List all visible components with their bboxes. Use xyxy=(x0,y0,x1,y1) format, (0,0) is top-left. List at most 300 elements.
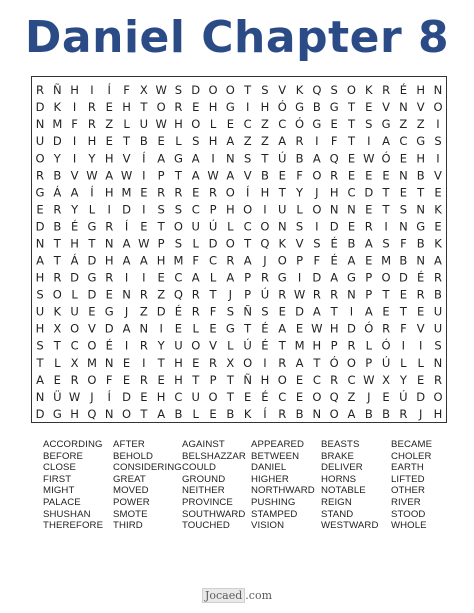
grid-letter[interactable]: D xyxy=(364,185,374,200)
grid-letter[interactable]: J xyxy=(315,185,319,200)
grid-letter[interactable]: E xyxy=(278,304,286,319)
grid-letter[interactable]: T xyxy=(140,406,148,421)
grid-letter[interactable]: T xyxy=(192,372,200,387)
grid-letter[interactable]: D xyxy=(191,83,201,98)
grid-letter[interactable]: N xyxy=(35,389,45,404)
grid-letter[interactable]: L xyxy=(400,355,407,370)
grid-letter[interactable]: A xyxy=(330,270,339,285)
grid-letter[interactable]: O xyxy=(277,253,287,268)
grid-letter[interactable]: O xyxy=(225,236,235,251)
grid-letter[interactable]: N xyxy=(35,117,45,132)
grid-letter[interactable]: H xyxy=(260,100,270,115)
grid-letter[interactable]: O xyxy=(225,185,235,200)
grid-letter[interactable]: B xyxy=(53,168,62,183)
grid-letter[interactable]: A xyxy=(278,134,287,149)
grid-letter[interactable]: C xyxy=(174,389,183,404)
grid-letter[interactable]: F xyxy=(123,83,130,98)
grid-letter[interactable]: Í xyxy=(90,185,94,200)
grid-letter[interactable]: O xyxy=(208,389,218,404)
grid-letter[interactable]: C xyxy=(312,372,321,387)
grid-letter[interactable]: T xyxy=(261,151,269,166)
grid-letter[interactable]: J xyxy=(124,304,129,319)
grid-letter[interactable]: A xyxy=(278,321,287,336)
grid-letter[interactable]: A xyxy=(226,270,235,285)
grid-letter[interactable]: D xyxy=(87,253,97,268)
grid-letter[interactable]: J xyxy=(228,287,233,302)
grid-letter[interactable]: H xyxy=(208,134,218,149)
grid-letter[interactable]: S xyxy=(192,134,200,149)
grid-letter[interactable]: F xyxy=(192,253,200,268)
grid-letter[interactable]: V xyxy=(243,168,252,183)
grid-letter[interactable]: G xyxy=(104,304,114,319)
grid-letter[interactable]: O xyxy=(381,270,391,285)
grid-letter[interactable]: T xyxy=(347,117,355,132)
grid-letter[interactable]: E xyxy=(140,389,148,404)
grid-letter[interactable]: E xyxy=(399,151,408,166)
grid-letter[interactable]: L xyxy=(192,321,199,336)
grid-letter[interactable]: W xyxy=(363,151,375,166)
grid-letter[interactable]: T xyxy=(174,168,182,183)
grid-letter[interactable]: A xyxy=(191,151,200,166)
grid-letter[interactable]: B xyxy=(382,406,391,421)
grid-letter[interactable]: F xyxy=(105,372,113,387)
grid-letter[interactable]: Ó xyxy=(329,355,339,370)
grid-letter[interactable]: Ó xyxy=(364,321,374,336)
grid-letter[interactable]: Ó xyxy=(295,117,305,132)
grid-letter[interactable]: T xyxy=(382,185,390,200)
grid-letter[interactable]: R xyxy=(70,372,79,387)
grid-letter[interactable]: T xyxy=(417,185,425,200)
grid-letter[interactable]: G xyxy=(312,117,322,132)
grid-letter[interactable]: R xyxy=(416,287,425,302)
grid-letter[interactable]: U xyxy=(174,338,183,353)
grid-letter[interactable]: I xyxy=(436,117,440,132)
grid-letter[interactable]: R xyxy=(295,134,304,149)
grid-letter[interactable]: E xyxy=(105,134,113,149)
grid-letter[interactable]: L xyxy=(417,355,424,370)
grid-letter[interactable]: I xyxy=(159,321,163,336)
grid-letter[interactable]: H xyxy=(174,117,183,132)
grid-letter[interactable]: O xyxy=(243,202,253,217)
grid-letter[interactable]: Y xyxy=(71,202,79,217)
grid-letter[interactable]: A xyxy=(122,253,131,268)
grid-letter[interactable]: L xyxy=(71,287,78,302)
grid-letter[interactable]: L xyxy=(192,406,199,421)
grid-letter[interactable]: C xyxy=(278,389,287,404)
grid-letter[interactable]: P xyxy=(330,338,338,353)
grid-letter[interactable]: W xyxy=(86,168,98,183)
grid-letter[interactable]: H xyxy=(156,253,166,268)
grid-letter[interactable]: E xyxy=(365,202,373,217)
grid-letter[interactable]: I xyxy=(263,355,267,370)
grid-letter[interactable]: X xyxy=(382,372,391,387)
grid-letter[interactable]: L xyxy=(227,338,234,353)
grid-letter[interactable]: B xyxy=(174,406,183,421)
grid-letter[interactable]: D xyxy=(295,304,304,319)
grid-letter[interactable]: L xyxy=(296,202,303,217)
grid-letter[interactable]: E xyxy=(382,304,390,319)
grid-letter[interactable]: Q xyxy=(329,151,339,166)
grid-letter[interactable]: H xyxy=(260,372,270,387)
grid-letter[interactable]: E xyxy=(226,117,234,132)
grid-letter[interactable]: G xyxy=(347,270,356,285)
grid-letter[interactable]: T xyxy=(382,202,390,217)
grid-letter[interactable]: H xyxy=(35,270,45,285)
grid-letter[interactable]: U xyxy=(433,321,443,336)
grid-letter[interactable]: S xyxy=(365,117,373,132)
grid-letter[interactable]: P xyxy=(157,168,165,183)
grid-letter[interactable]: V xyxy=(278,83,287,98)
grid-letter[interactable]: S xyxy=(174,83,183,98)
grid-letter[interactable]: P xyxy=(365,287,373,302)
grid-letter[interactable]: K xyxy=(434,236,442,251)
grid-letter[interactable]: G xyxy=(173,151,183,166)
grid-letter[interactable]: K xyxy=(295,83,304,98)
grid-letter[interactable]: A xyxy=(191,270,200,285)
grid-letter[interactable]: W xyxy=(155,117,167,132)
grid-letter[interactable]: O xyxy=(243,355,253,370)
grid-letter[interactable]: N xyxy=(416,202,425,217)
grid-letter[interactable]: U xyxy=(139,117,149,132)
grid-letter[interactable]: A xyxy=(312,151,321,166)
grid-letter[interactable]: F xyxy=(71,117,78,132)
grid-letter[interactable]: R xyxy=(312,287,321,302)
grid-letter[interactable]: W xyxy=(138,236,150,251)
grid-letter[interactable]: A xyxy=(364,236,373,251)
grid-letter[interactable]: Ú xyxy=(243,338,252,353)
grid-letter[interactable]: T xyxy=(278,185,286,200)
grid-letter[interactable]: Ó xyxy=(381,151,391,166)
grid-letter[interactable]: A xyxy=(226,134,235,149)
grid-letter[interactable]: R xyxy=(278,287,287,302)
grid-letter[interactable]: N xyxy=(347,202,356,217)
grid-letter[interactable]: K xyxy=(53,304,62,319)
grid-letter[interactable]: T xyxy=(53,236,61,251)
grid-letter[interactable]: Í xyxy=(263,406,267,421)
grid-letter[interactable]: I xyxy=(124,338,129,353)
grid-letter[interactable]: E xyxy=(399,287,408,302)
grid-letter[interactable]: O xyxy=(156,100,166,115)
grid-letter[interactable]: G xyxy=(277,270,287,285)
grid-letter[interactable]: L xyxy=(192,236,199,251)
grid-letter[interactable]: E xyxy=(347,151,356,166)
grid-letter[interactable]: E xyxy=(192,100,200,115)
grid-letter[interactable]: I xyxy=(418,338,423,353)
grid-letter[interactable]: Í xyxy=(245,185,250,200)
grid-letter[interactable]: A xyxy=(70,185,79,200)
grid-letter[interactable]: I xyxy=(90,83,94,98)
grid-letter[interactable]: E xyxy=(295,389,304,404)
grid-letter[interactable]: G xyxy=(87,219,97,234)
grid-letter[interactable]: O xyxy=(329,406,339,421)
grid-letter[interactable]: Ñ xyxy=(53,83,62,98)
grid-letter[interactable]: T xyxy=(330,304,338,319)
grid-letter[interactable]: V xyxy=(70,168,79,183)
grid-letter[interactable]: U xyxy=(433,304,443,319)
grid-letter[interactable]: H xyxy=(70,83,79,98)
grid-letter[interactable]: T xyxy=(53,253,61,268)
grid-letter[interactable]: N xyxy=(433,355,443,370)
grid-letter[interactable]: C xyxy=(243,219,252,234)
grid-letter[interactable]: R xyxy=(36,168,45,183)
grid-letter[interactable]: T xyxy=(399,304,407,319)
grid-letter[interactable]: W xyxy=(120,168,133,183)
grid-letter[interactable]: T xyxy=(157,355,165,370)
grid-letter[interactable]: R xyxy=(139,372,148,387)
grid-letter[interactable]: P xyxy=(365,270,373,285)
grid-letter[interactable]: L xyxy=(123,117,130,132)
grid-letter[interactable]: E xyxy=(399,185,408,200)
grid-letter[interactable]: Q xyxy=(260,236,270,251)
grid-letter[interactable]: C xyxy=(347,185,356,200)
grid-letter[interactable]: V xyxy=(122,151,131,166)
grid-letter[interactable]: H xyxy=(70,406,79,421)
grid-letter[interactable]: T xyxy=(209,287,217,302)
grid-letter[interactable]: M xyxy=(381,253,392,268)
grid-letter[interactable]: A xyxy=(243,253,252,268)
grid-letter[interactable]: H xyxy=(156,389,166,404)
grid-letter[interactable]: C xyxy=(347,372,356,387)
grid-letter[interactable]: Ú xyxy=(278,151,287,166)
grid-letter[interactable]: Z xyxy=(139,304,148,319)
grid-letter[interactable]: V xyxy=(209,338,217,353)
grid-letter[interactable]: N xyxy=(399,219,408,234)
grid-letter[interactable]: Z xyxy=(347,389,356,404)
grid-letter[interactable]: R xyxy=(139,287,148,302)
grid-letter[interactable]: M xyxy=(121,185,132,200)
grid-letter[interactable]: P xyxy=(296,253,304,268)
grid-letter[interactable]: I xyxy=(142,202,146,217)
grid-letter[interactable]: G xyxy=(416,219,426,234)
grid-letter[interactable]: U xyxy=(35,304,45,319)
grid-letter[interactable]: O xyxy=(191,338,201,353)
grid-letter[interactable]: H xyxy=(312,338,322,353)
grid-letter[interactable]: D xyxy=(87,287,97,302)
grid-letter[interactable]: Ú xyxy=(399,389,408,404)
grid-letter[interactable]: É xyxy=(261,389,269,404)
grid-letter[interactable]: R xyxy=(36,83,45,98)
grid-letter[interactable]: H xyxy=(104,151,114,166)
grid-letter[interactable]: S xyxy=(226,304,235,319)
grid-letter[interactable]: É xyxy=(261,338,269,353)
grid-letter[interactable]: I xyxy=(72,100,77,115)
grid-letter[interactable]: U xyxy=(191,389,200,404)
grid-letter[interactable]: X xyxy=(226,355,235,370)
grid-letter[interactable]: Í xyxy=(142,151,146,166)
grid-letter[interactable]: P xyxy=(209,372,217,387)
grid-letter[interactable]: R xyxy=(139,338,148,353)
grid-letter[interactable]: J xyxy=(263,253,267,268)
grid-letter[interactable]: R xyxy=(174,100,183,115)
grid-letter[interactable]: J xyxy=(90,389,94,404)
grid-letter[interactable]: R xyxy=(433,372,442,387)
grid-letter[interactable]: I xyxy=(107,202,111,217)
grid-letter[interactable]: S xyxy=(174,202,183,217)
grid-letter[interactable]: U xyxy=(191,219,200,234)
grid-letter[interactable]: E xyxy=(157,134,165,149)
grid-letter[interactable]: W xyxy=(68,389,81,404)
grid-letter[interactable]: H xyxy=(87,134,97,149)
grid-letter[interactable]: A xyxy=(364,304,373,319)
grid-letter[interactable]: R xyxy=(330,372,339,387)
grid-letter[interactable]: Z xyxy=(399,117,408,132)
grid-letter[interactable]: Q xyxy=(312,83,322,98)
grid-letter[interactable]: A xyxy=(157,151,166,166)
grid-letter[interactable]: B xyxy=(364,406,373,421)
grid-letter[interactable]: S xyxy=(157,202,165,217)
grid-letter[interactable]: Z xyxy=(416,117,425,132)
grid-letter[interactable]: E xyxy=(157,372,165,387)
grid-letter[interactable]: E xyxy=(330,117,338,132)
grid-letter[interactable]: O xyxy=(173,219,183,234)
grid-letter[interactable]: H xyxy=(416,151,426,166)
grid-letter[interactable]: D xyxy=(156,304,166,319)
grid-letter[interactable]: D xyxy=(416,389,426,404)
grid-letter[interactable]: O xyxy=(52,287,62,302)
grid-letter[interactable]: E xyxy=(295,372,304,387)
grid-letter[interactable]: I xyxy=(436,151,440,166)
grid-letter[interactable]: B xyxy=(434,287,442,302)
grid-letter[interactable]: O xyxy=(208,83,218,98)
grid-letter[interactable]: E xyxy=(105,100,113,115)
grid-letter[interactable]: G xyxy=(381,117,391,132)
grid-letter[interactable]: E xyxy=(417,304,425,319)
grid-letter[interactable]: I xyxy=(72,151,77,166)
grid-letter[interactable]: E xyxy=(365,253,373,268)
grid-letter[interactable]: Á xyxy=(70,253,79,268)
grid-letter[interactable]: E xyxy=(192,185,200,200)
grid-letter[interactable]: R xyxy=(433,270,442,285)
grid-letter[interactable]: D xyxy=(208,236,218,251)
grid-letter[interactable]: F xyxy=(296,168,303,183)
grid-letter[interactable]: R xyxy=(53,202,62,217)
grid-letter[interactable]: G xyxy=(225,321,235,336)
grid-letter[interactable]: É xyxy=(417,270,425,285)
grid-letter[interactable]: C xyxy=(191,202,200,217)
grid-letter[interactable]: J xyxy=(418,406,423,421)
grid-letter[interactable]: V xyxy=(87,321,96,336)
grid-letter[interactable]: R xyxy=(87,100,96,115)
grid-letter[interactable]: T xyxy=(36,355,44,370)
grid-letter[interactable]: O xyxy=(433,100,443,115)
grid-letter[interactable]: R xyxy=(105,270,114,285)
grid-letter[interactable]: W xyxy=(207,168,219,183)
grid-letter[interactable]: G xyxy=(416,134,426,149)
grid-letter[interactable]: Q xyxy=(87,406,97,421)
grid-letter[interactable]: E xyxy=(365,168,373,183)
grid-letter[interactable]: R xyxy=(260,270,269,285)
grid-letter[interactable]: R xyxy=(330,168,339,183)
grid-letter[interactable]: A xyxy=(157,406,166,421)
grid-letter[interactable]: M xyxy=(86,355,97,370)
grid-letter[interactable]: I xyxy=(245,100,250,115)
grid-letter[interactable]: S xyxy=(434,134,442,149)
grid-letter[interactable]: Z xyxy=(243,134,252,149)
grid-letter[interactable]: I xyxy=(142,270,146,285)
grid-letter[interactable]: D xyxy=(329,219,339,234)
grid-letter[interactable]: E xyxy=(36,202,44,217)
grid-letter[interactable]: B xyxy=(139,134,148,149)
grid-letter[interactable]: A xyxy=(295,355,304,370)
grid-letter[interactable]: C xyxy=(209,253,218,268)
grid-letter[interactable]: A xyxy=(312,304,321,319)
grid-letter[interactable]: E xyxy=(244,389,252,404)
grid-letter[interactable]: Z xyxy=(261,117,269,132)
grid-letter[interactable]: K xyxy=(278,236,287,251)
grid-letter[interactable]: E xyxy=(434,219,442,234)
grid-letter[interactable]: R xyxy=(364,219,373,234)
grid-letter[interactable]: T xyxy=(244,83,252,98)
grid-letter[interactable]: R xyxy=(87,117,96,132)
grid-letter[interactable]: A xyxy=(434,253,442,268)
grid-letter[interactable]: T xyxy=(347,100,355,115)
grid-letter[interactable]: S xyxy=(174,236,183,251)
grid-letter[interactable]: I xyxy=(401,338,406,353)
grid-letter[interactable]: D xyxy=(122,389,131,404)
grid-letter[interactable]: F xyxy=(400,321,407,336)
grid-letter[interactable]: Í xyxy=(107,389,111,404)
grid-letter[interactable]: P xyxy=(209,202,217,217)
grid-letter[interactable]: O xyxy=(191,117,201,132)
grid-letter[interactable]: N xyxy=(416,253,425,268)
grid-letter[interactable]: E xyxy=(382,389,390,404)
grid-letter[interactable]: H xyxy=(433,406,443,421)
grid-letter[interactable]: I xyxy=(72,134,77,149)
grid-letter[interactable]: N xyxy=(104,406,114,421)
grid-letter[interactable]: W xyxy=(293,287,306,302)
grid-letter[interactable]: F xyxy=(400,236,407,251)
grid-letter[interactable]: I xyxy=(124,270,129,285)
site-logo[interactable] xyxy=(0,583,474,604)
grid-letter[interactable]: V xyxy=(416,321,425,336)
grid-letter[interactable]: C xyxy=(399,134,408,149)
grid-letter[interactable]: N xyxy=(329,202,339,217)
grid-letter[interactable]: P xyxy=(365,355,373,370)
grid-letter[interactable]: H xyxy=(104,185,114,200)
grid-letter[interactable]: W xyxy=(363,372,375,387)
grid-letter[interactable]: I xyxy=(297,270,302,285)
grid-letter[interactable]: Ú xyxy=(381,355,391,370)
grid-letter[interactable]: U xyxy=(278,202,287,217)
grid-letter[interactable]: R xyxy=(209,185,218,200)
grid-letter[interactable]: D xyxy=(35,406,45,421)
grid-letter[interactable]: Q xyxy=(329,389,339,404)
grid-letter[interactable]: A xyxy=(226,168,235,183)
grid-letter[interactable]: I xyxy=(315,219,319,234)
grid-letter[interactable]: O xyxy=(260,219,270,234)
grid-letter[interactable]: L xyxy=(54,355,61,370)
grid-letter[interactable]: G xyxy=(35,185,45,200)
grid-letter[interactable]: I xyxy=(315,134,319,149)
grid-letter[interactable]: O xyxy=(87,372,97,387)
grid-letter[interactable]: I xyxy=(263,202,267,217)
grid-letter[interactable]: D xyxy=(104,321,114,336)
grid-letter[interactable]: M xyxy=(52,117,63,132)
grid-letter[interactable]: O xyxy=(312,202,322,217)
grid-letter[interactable]: T xyxy=(313,355,321,370)
grid-letter[interactable]: U xyxy=(35,134,45,149)
grid-letter[interactable]: E xyxy=(209,321,217,336)
grid-letter[interactable]: I xyxy=(142,355,146,370)
grid-letter[interactable]: S xyxy=(399,202,408,217)
grid-letter[interactable]: Y xyxy=(157,338,165,353)
grid-letter[interactable]: R xyxy=(191,304,200,319)
grid-letter[interactable]: C xyxy=(278,117,287,132)
grid-letter[interactable]: I xyxy=(142,168,146,183)
grid-letter[interactable]: Z xyxy=(157,287,166,302)
grid-letter[interactable]: B xyxy=(399,253,408,268)
grid-letter[interactable]: G xyxy=(225,100,235,115)
